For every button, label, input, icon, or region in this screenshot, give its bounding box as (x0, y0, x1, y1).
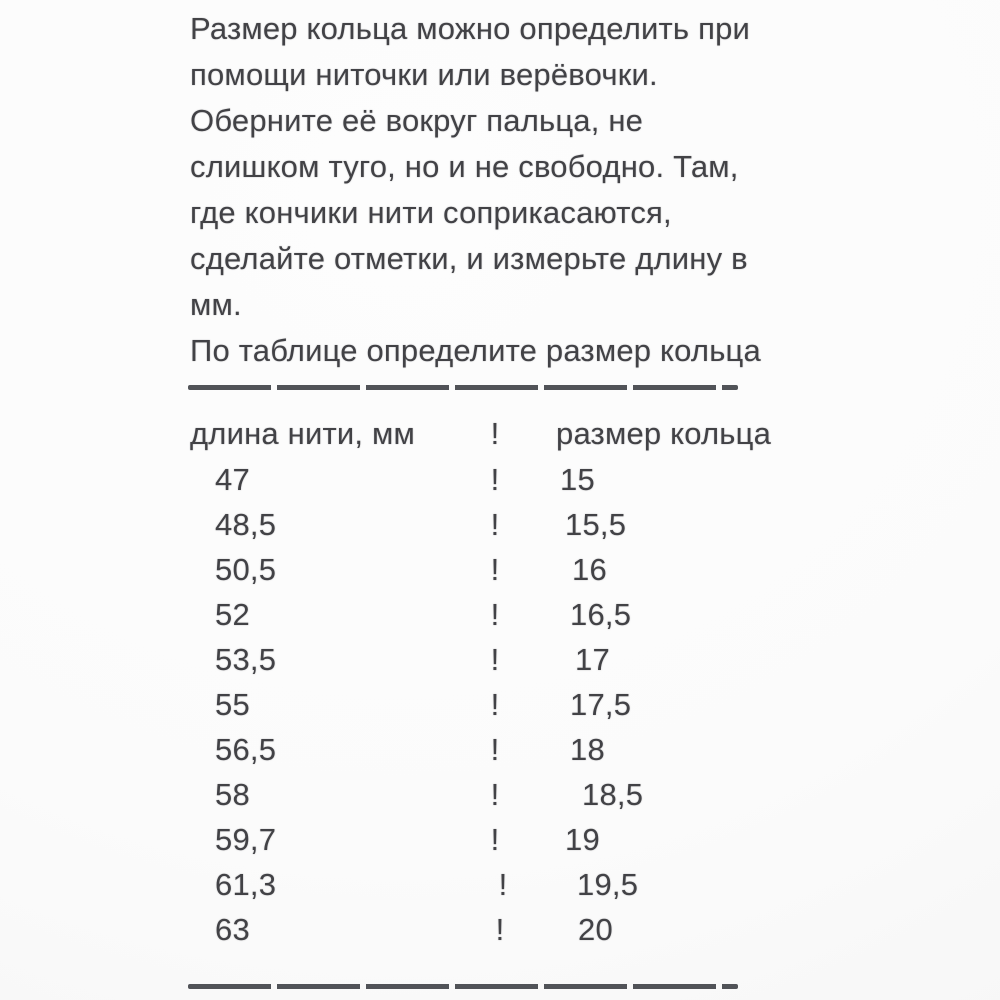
table-row (190, 727, 830, 772)
table-row (190, 637, 830, 682)
ring-size-value: 20 (578, 911, 613, 947)
thread-length-value: 50,5 (215, 551, 277, 587)
intro-line: помощи ниточки или верёвочки. (190, 57, 658, 92)
ring-size-value: 17,5 (570, 686, 632, 722)
ring-size-table (190, 411, 830, 952)
column-separator: ! (490, 641, 500, 677)
thread-length-value: 58 (215, 776, 250, 812)
intro-line: сделайте отметки, и измерьте длину в (190, 241, 748, 276)
column-separator: ! (490, 731, 500, 767)
ring-size-value: 15,5 (565, 506, 627, 542)
intro-line: Оберните её вокруг пальца, не (190, 103, 644, 138)
table-row (190, 817, 830, 862)
thread-length-value: 55 (215, 686, 250, 722)
column-separator: ! (490, 551, 500, 587)
table-row (190, 682, 830, 727)
column-separator: ! (490, 686, 500, 722)
thread-length-value: 63 (215, 911, 250, 947)
table-row (190, 862, 830, 907)
table-row (190, 907, 830, 952)
thread-length-value: 48,5 (215, 506, 277, 542)
table-top-divider (188, 385, 738, 390)
table-row (190, 547, 830, 592)
table-row (190, 457, 830, 502)
column-separator: ! (490, 821, 500, 857)
column-header-thread-length: длина нити, мм (190, 416, 416, 451)
thread-length-value: 53,5 (215, 641, 277, 677)
thread-length-value: 61,3 (215, 866, 277, 902)
intro-line: мм. (190, 287, 242, 322)
ring-size-value: 18,5 (582, 776, 644, 812)
column-separator: ! (490, 461, 500, 497)
ring-size-value: 17 (575, 641, 610, 677)
column-separator: ! (498, 866, 508, 902)
table-row (190, 592, 830, 637)
ring-size-value: 19,5 (577, 866, 639, 902)
column-separator: ! (490, 416, 500, 451)
ring-size-value: 15 (560, 461, 595, 497)
thread-length-value: 47 (215, 461, 250, 497)
table-header-row (190, 411, 830, 457)
thread-length-value: 52 (215, 596, 250, 632)
ring-size-value: 19 (565, 821, 600, 857)
ring-size-value: 18 (570, 731, 605, 767)
intro-line: Размер кольца можно определить при (190, 11, 751, 46)
column-separator: ! (490, 776, 500, 812)
intro-line: По таблице определите размер кольца (190, 333, 761, 368)
intro-line: где кончики нити соприкасаются, (190, 195, 672, 230)
intro-paragraph (190, 6, 830, 374)
ring-size-value: 16,5 (570, 596, 632, 632)
thread-length-value: 59,7 (215, 821, 277, 857)
column-separator: ! (495, 911, 505, 947)
ring-size-value: 16 (572, 551, 607, 587)
intro-line: слишком туго, но и не свободно. Там, (190, 149, 739, 184)
column-separator: ! (490, 596, 500, 632)
column-header-ring-size: размер кольца (556, 416, 772, 451)
table-row (190, 772, 830, 817)
column-separator: ! (490, 506, 500, 542)
table-bottom-divider (188, 984, 738, 989)
table-row (190, 502, 830, 547)
thread-length-value: 56,5 (215, 731, 277, 767)
